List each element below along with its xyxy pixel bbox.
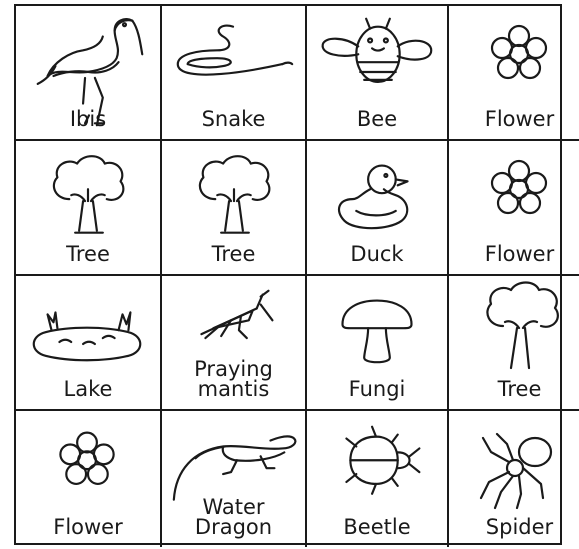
card-lake[interactable] bbox=[16, 276, 162, 411]
card-snake[interactable] bbox=[162, 6, 307, 141]
card-label: Tree bbox=[497, 377, 542, 401]
card-label: Fungi bbox=[348, 377, 406, 401]
card-label: Flower bbox=[53, 515, 123, 539]
card-label: Beetle bbox=[343, 515, 411, 539]
card-beetle[interactable] bbox=[307, 411, 449, 547]
card-fungi[interactable] bbox=[307, 276, 449, 411]
card-flower[interactable] bbox=[449, 6, 579, 141]
card-label: Praying mantis bbox=[194, 357, 273, 401]
card-praying-mantis[interactable] bbox=[162, 276, 307, 411]
card-tree[interactable] bbox=[16, 141, 162, 276]
card-label: Tree bbox=[211, 242, 256, 266]
card-spider[interactable] bbox=[449, 411, 579, 547]
card-tree-3[interactable] bbox=[449, 276, 579, 411]
card-water-dragon[interactable] bbox=[162, 411, 307, 547]
card-tree-2[interactable] bbox=[162, 141, 307, 276]
card-label: Flower bbox=[484, 242, 555, 266]
card-label: Bee bbox=[356, 107, 398, 131]
card-ibis[interactable] bbox=[16, 6, 162, 141]
card-label: Ibis bbox=[69, 107, 107, 131]
card-label: Tree bbox=[66, 242, 110, 266]
card-bee[interactable] bbox=[307, 6, 449, 141]
card-label: Flower bbox=[484, 107, 555, 131]
card-label: Duck bbox=[350, 242, 404, 266]
card-label: Lake bbox=[63, 377, 113, 401]
card-duck[interactable] bbox=[307, 141, 449, 276]
card-flower-3[interactable] bbox=[16, 411, 162, 547]
card-label: Water Dragon bbox=[194, 495, 273, 539]
card-label: Snake bbox=[201, 107, 266, 131]
card-label: Spider bbox=[485, 515, 554, 539]
bingo-card-grid bbox=[14, 4, 562, 545]
card-flower-2[interactable] bbox=[449, 141, 579, 276]
